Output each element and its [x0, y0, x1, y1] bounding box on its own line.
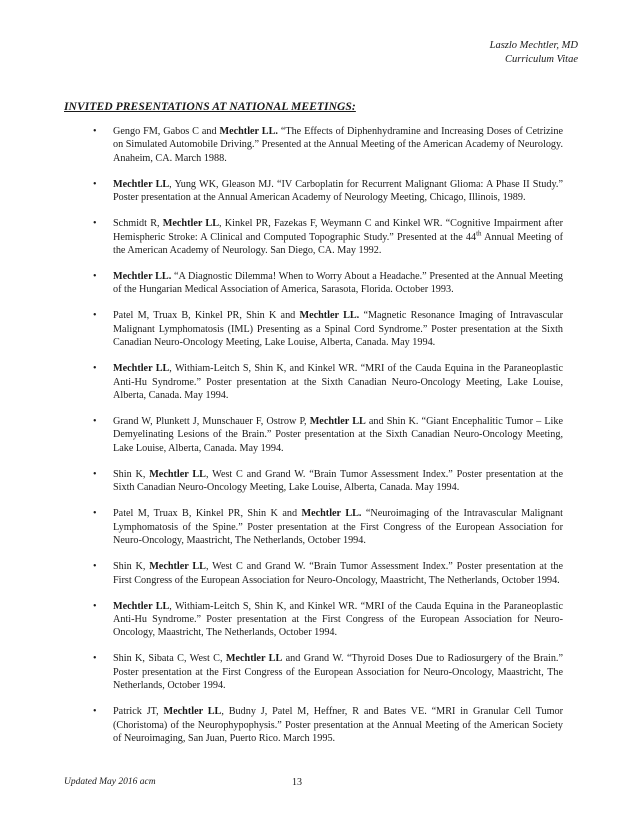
footer-updated-note: Updated May 2016 acm [64, 777, 156, 787]
entry-title-venue: “Neuroimaging of the Intravascular Malignant Lymphomatosis of the Spine.” Poster presentation at the First Congress of the European Association for Neuro-Oncology, Maastricht, The Netherlands, October 1994. [113, 508, 563, 547]
bullet-icon: • [93, 561, 97, 573]
entry-citation [113, 706, 563, 744]
presentation-entry [93, 309, 563, 349]
entry-citation [113, 179, 563, 203]
entry-highlighted-author: Mechtler LL [149, 561, 206, 573]
presentation-entry [93, 178, 563, 205]
entry-citation [113, 218, 563, 256]
bullet-icon: • [93, 363, 97, 375]
page-header [490, 39, 578, 67]
presentation-entry [93, 652, 563, 692]
entry-citation [113, 310, 563, 348]
entry-title-venue: “Brain Tumor Assessment Index.” Poster presentation at the Sixth Canadian Neuro-Oncology Meeting, Lake Louise, Alberta, Canada. May 1994. [113, 468, 564, 494]
bullet-icon: • [93, 310, 97, 322]
bullet-icon: • [93, 271, 97, 283]
entry-highlighted-author: Mechtler LL [163, 706, 222, 718]
entry-authors-before: Shin K, Sibata C, West C, [113, 653, 226, 665]
entry-highlighted-author: Mechtler LL. [113, 271, 172, 283]
presentation-entry [93, 560, 563, 587]
entry-title-venue: “The Effects of Diphenhydramine and Increasing Doses of Cetrizine on Simulated Automobile Driving.” Presented at the Annual Meeting of the American Academy of Neurology. Anaheim, CA. March 1988. [113, 126, 563, 164]
entry-title-venue: “MRI in Granular Cell Tumor (Choristoma) of the Neurophypophysis.” Poster presentation at the Annual Meeting of the American Society of Neuroimaging, San Juan, Puerto Rico. March 1995. [113, 706, 564, 744]
entry-authors-after: and Grand W. [282, 653, 344, 665]
bullet-icon: • [93, 126, 97, 137]
presentation-entry [93, 362, 563, 402]
entry-citation [113, 561, 563, 585]
bullet-icon: • [93, 653, 97, 665]
entry-authors-after: , Budny J, Patel M, Heffner, R and Bates VE. [221, 706, 427, 718]
entry-citation [113, 126, 563, 164]
entry-title-venue: “MRI of the Cauda Equina in the Paraneoplastic Anti-Hu Syndrome.” Poster presentation at the First Congress of the European Association for Neuro-Oncology, Maastricht, The Netherlands, October 1994. [113, 600, 564, 639]
entry-authors-after: , Yung WK, Gleason MJ. [169, 178, 274, 190]
entry-highlighted-author: Mechtler LL [162, 218, 219, 230]
presentation-entry [93, 125, 563, 165]
entry-title-venue: “Brain Tumor Assessment Index.” Poster presentation at the First Congress of the European Association for Neuro-Oncology, Maastricht, The Netherlands, October 1994. [113, 561, 564, 586]
section-title: INVITED PRESENTATIONS AT NATIONAL MEETINGS: [64, 100, 356, 113]
entry-citation [113, 508, 563, 546]
entry-highlighted-author: Mechtler LL [113, 178, 170, 190]
entry-ordinal-suffix: th [476, 229, 482, 238]
presentation-entry [93, 468, 563, 495]
entry-citation [113, 469, 563, 493]
bullet-icon: • [93, 178, 97, 190]
bullet-icon: • [93, 468, 97, 480]
bullet-icon: • [93, 600, 97, 612]
presentation-entry [93, 507, 563, 547]
header-author-name: Laszlo Mechtler, MD [489, 40, 578, 51]
presentation-entry [93, 705, 563, 745]
presentation-entry [93, 217, 563, 257]
entry-authors-before: Gengo FM, Gabos C and [113, 126, 220, 137]
bullet-icon: • [93, 706, 97, 718]
entry-highlighted-author: Mechtler LL. [301, 508, 362, 520]
entry-authors-after: , West C and Grand W. [205, 468, 306, 480]
entry-citation [113, 601, 563, 639]
entry-citation [113, 653, 563, 691]
entry-highlighted-author: Mechtler LL [225, 653, 283, 665]
bullet-icon: • [93, 508, 97, 520]
entry-authors-after: , Withiam-Leitch S, Shin K, and Kinkel WR. [169, 600, 358, 612]
entry-highlighted-author: Mechtler LL [149, 468, 206, 480]
presentation-entry [93, 415, 563, 455]
entry-highlighted-author: Mechtler LL [309, 416, 366, 428]
bullet-icon: • [93, 218, 97, 230]
presentation-entry [93, 270, 563, 297]
entry-authors-after: , Withiam-Leitch S, Shin K, and Kinkel WR. [169, 363, 358, 375]
entry-authors-after: and Shin K. [365, 416, 419, 428]
presentation-entry [93, 600, 563, 640]
bullet-icon: • [93, 416, 97, 428]
presentation-list [93, 125, 563, 758]
entry-authors-before: Patel M, Truax B, Kinkel PR, Shin K and [113, 310, 300, 322]
entry-citation [113, 271, 563, 295]
entry-title-venue: “IV Carboplatin for Recurrent Malignant Glioma: A Phase II Study.” Poster presentation at the Annual American Academy of Neurology Meeting, Chicago, Illinois, 1989. [113, 178, 563, 204]
entry-authors-before: Patrick JT, [113, 706, 164, 718]
entry-title-venue: “Thyroid Doses Due to Radiosurgery of the Brain.” Poster presentation at the First Congress of the European Association for Neuro-Oncology, Maastricht, The Netherlands, October 1994. [113, 653, 564, 692]
entry-authors-before: Shin K, [113, 468, 150, 480]
entry-authors-before: Grand W, Plunkett J, Munschauer F, Ostrow P, [113, 416, 310, 428]
entry-authors-before: Schmidt R, [113, 218, 163, 230]
entry-authors-before: Patel M, Truax B, Kinkel PR, Shin K and [113, 508, 302, 520]
header-document-title: Curriculum Vitae [504, 54, 578, 65]
entry-venue-continued: Annual Meeting of the American Academy of Neurology. San Diego, CA. May 1992. [113, 231, 563, 257]
entry-title-venue: “Giant Encephalitic Tumor – Like Demyelinating Lesions of the Brain.” Poster presentation at the Sixth Canadian Neuro-Oncology Meeting, Lake Louise, Alberta, Canada. May 1994. [113, 416, 564, 454]
entry-authors-before: Shin K, [113, 561, 150, 573]
page-number: 13 [292, 777, 302, 788]
entry-title-venue: “A Diagnostic Dilemma! When to Worry About a Headache.” Presented at the Annual Meeting of the Hungarian Medical Association of America, Sarasota, Florida. October 1993. [113, 271, 564, 296]
entry-highlighted-author: Mechtler LL. [219, 126, 278, 137]
entry-highlighted-author: Mechtler LL. [299, 310, 360, 322]
entry-title-venue: “Cognitive Impairment after Hemispheric Stroke: A Clinical and Computed Topographic Study.” Presented at the 44 [113, 218, 563, 243]
entry-highlighted-author: Mechtler LL [113, 600, 170, 612]
entry-citation [113, 416, 563, 454]
entry-title-venue: “Magnetic Resonance Imaging of Intravascular Malignant Lymphomatosis (IML) Presenting as a Spinal Cord Syndrome.” Poster presentation at the Sixth Canadian Neuro-Oncology Meeting, Lake Louise, Alberta, Canada. May 1994. [113, 310, 564, 349]
entry-highlighted-author: Mechtler LL [113, 363, 170, 375]
entry-title-venue: “MRI of the Cauda Equina in the Paraneoplastic Anti-Hu Syndrome.” Poster presentation at the Sixth Canadian Neuro-Oncology Meeting, Lake Louise, Alberta, Canada. May 1994. [113, 363, 564, 402]
entry-authors-after: , Kinkel PR, Fazekas F, Weymann C and Kinkel WR. [219, 218, 443, 230]
entry-citation [113, 363, 563, 401]
entry-authors-after: , West C and Grand W. [205, 561, 306, 573]
